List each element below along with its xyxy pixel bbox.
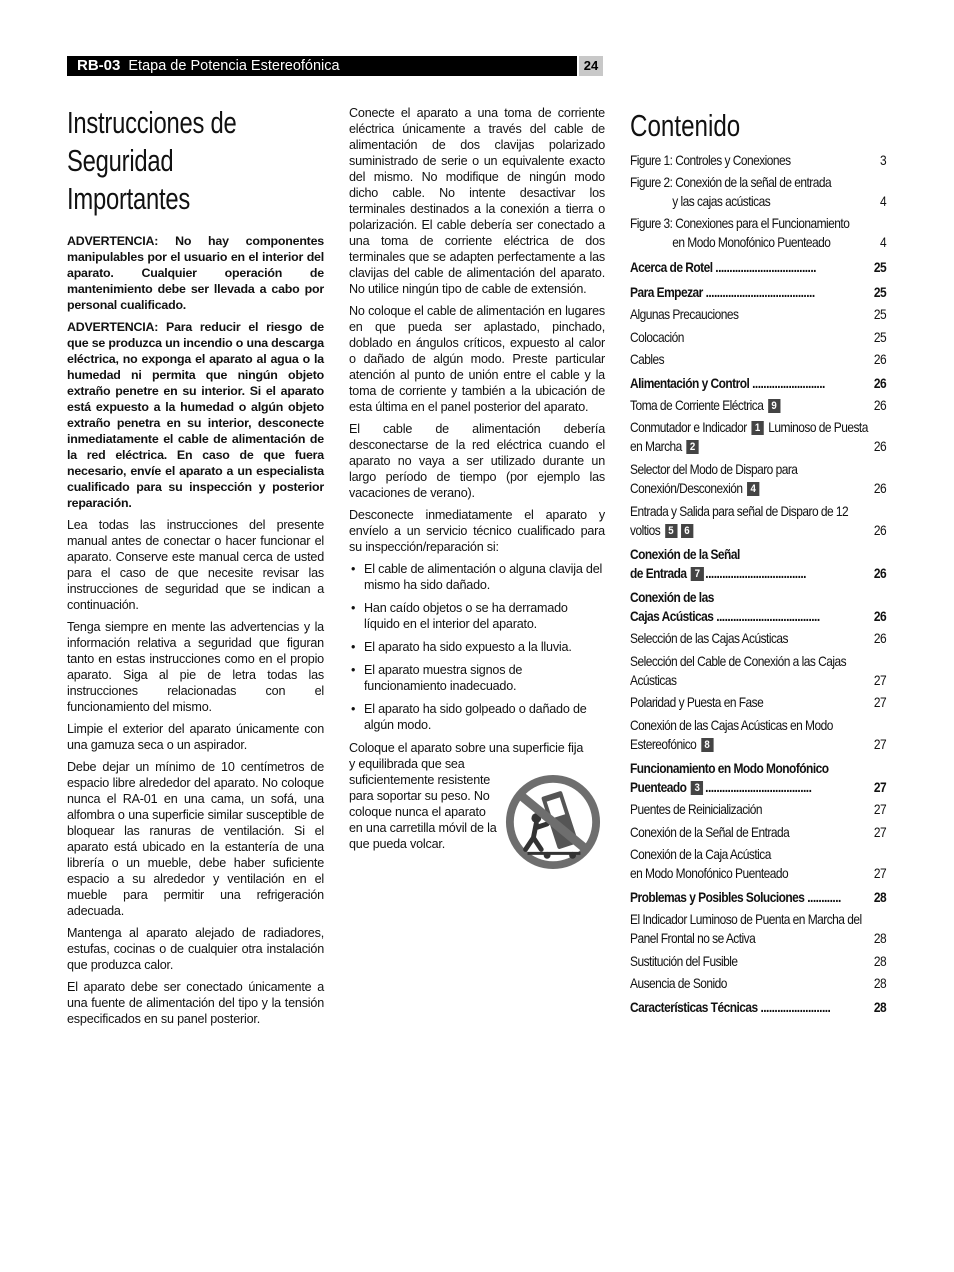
figure-badge: 3 (691, 781, 703, 795)
toc-entry[interactable]: Conexión de la Señal de Entrada 27 (630, 825, 887, 840)
paragraph: Coloque el aparato sobre una superficie fija (349, 741, 584, 755)
toc-entry[interactable]: Problemas y Posibles Soluciones ............ 28 (630, 890, 887, 905)
toc-entry[interactable]: Algunas Precauciones 25 (630, 307, 887, 322)
toc-entry[interactable]: Para Empezar ....................................... 25 (630, 285, 887, 300)
toc-entry[interactable]: Conexión de la Caja Acústica en Modo Monofónico Puenteado 27 (630, 847, 887, 881)
toc-entry[interactable]: Conexión de las Cajas Acústicas en Modo Estereofónico 8 27 (630, 718, 887, 752)
inspection-list (349, 561, 605, 733)
cart-tipover-warning-icon (504, 773, 602, 871)
paragraph: El aparato debe ser conectado únicamente a una fuente de alimentación del tipo y la tensión especificados en su panel posterior. (67, 980, 324, 1026)
paragraph: Lea todas las instrucciones del presente manual antes de conectar o hacer funcionar el aparato. Conserve este manual cerca de usted para el caso de que necesite revisar las instrucciones de seguridad que se indican a continuación. (67, 518, 324, 612)
figure-badge: 2 (686, 440, 698, 454)
toc-entry[interactable]: Alimentación y Control .......................... 26 (630, 376, 887, 391)
paragraph: No coloque el cable de alimentación en lugares en que pueda ser aplastado, pinchado, doblado en ángulos críticos, expuesto al calor o dañado de algún modo. Preste particular atención al punto de unión entre el cable y la toma de corriente y también a la ubicación de esta última en el panel posterior del aparato. (349, 304, 605, 414)
toc-entry[interactable]: Ausencia de Sonido 28 (630, 976, 887, 991)
toc-entry[interactable]: Funcionamiento en Modo Monofónico Puenteado 3 ...................................... 27 (630, 761, 887, 795)
toc-entry[interactable]: Colocación 25 (630, 330, 887, 345)
toc-entry[interactable]: Sustitución del Fusible 28 (630, 954, 887, 969)
safety-title: Instrucciones de Seguridad Importantes (67, 106, 237, 216)
figure-badge: 8 (701, 738, 713, 752)
warning-1: ADVERTENCIA: No hay componentes manipulables por el usuario en el interior del aparato. Cualquier operación de mantenimiento debe ser llevada a cabo por personal cualificado. (67, 234, 324, 312)
paragraph: Tenga siempre en mente las advertencias y la información relativa a seguridad que figuran tanto en estas instrucciones como en el propio aparato. Siga al pie de letra todas las instrucciones relacionadas con el funcionamiento del mismo. (67, 620, 324, 714)
header-bar (67, 56, 577, 76)
toc-entry[interactable]: El Indicador Luminoso de Puenta en Marcha del Panel Frontal no se Activa 28 (630, 912, 887, 946)
paragraph: El cable de alimentación debería desconectarse de la red eléctrica cuando el aparato no vaya a ser utilizado durante un largo período de tiempo (por ejemplo las vacaciones de verano). (349, 422, 605, 500)
header-subtitle: Etapa de Potencia Estereofónica (128, 58, 340, 74)
toc-entry[interactable]: Entrada y Salida para señal de Disparo de 12 voltios 5 6 26 (630, 504, 887, 538)
list-item: • Han caído objetos o se ha derramado líquido en el interior del aparato. (351, 601, 568, 631)
toc-entry[interactable]: Conexión de las Cajas Acústicas ..................................... 26 (630, 590, 887, 624)
toc-entry[interactable]: Cables 26 (630, 352, 887, 367)
paragraph: Conecte el aparato a una toma de corriente eléctrica únicamente a través del cable de alimentación de dos clavijas polarizado suministrado de serie o un equivalente exacto del mismo. No modifique de ningún modo dicho cable. No intente desactivar los terminales destinados a la conexión a tierra o polarización. El cable debería ser conectado a una toma de corriente eléctrica de dos terminales que se adapten perfectamente a las clavijas del cable de alimentación del aparato. No utilice ningún tipo de cable de extensión. (349, 106, 605, 296)
figure-badge: 7 (691, 567, 703, 581)
toc-entry[interactable]: Figure 1: Controles y Conexiones 3 (630, 153, 887, 168)
toc-entry[interactable]: Figure 2: Conexión de la señal de entrada y las cajas acústicas 4 (630, 175, 887, 209)
list-item: • El aparato muestra signos de funcionamiento inadecuado. (351, 663, 523, 693)
safety-column (67, 104, 324, 1033)
list-item: • El aparato ha sido expuesto a la lluvia. (351, 640, 572, 654)
cart-warning-text: y equilibrada que sea suficientemente resistente para soportar su peso. No coloque nunca el aparato en una carretilla móvil de la que pueda volcar. (349, 757, 497, 851)
figure-badge: 9 (768, 399, 780, 413)
figure-badge: 5 (665, 524, 677, 538)
warning-2: ADVERTENCIA: Para reducir el riesgo de que se produzca un incendio o una descarga eléctrica, no exponga el aparato al agua o la humedad ni permita que ningún objeto extraño penetre en su interior. Si el aparato está expuesto a la humedad o algún objeto extraño penetra en su interior, desconecte inmediatamente el cable de alimentación de la red eléctrica. En caso de que fuera necesario, envíe el aparato a un especialista cualificado para su inspección y posterior reparación. (67, 320, 324, 510)
paragraph: Mantenga al aparato alejado de radiadores, estufas, cocinas o de cualquier otra instalación que produzca calor. (67, 926, 324, 972)
toc-entry[interactable]: Polaridad y Puesta en Fase 27 (630, 695, 887, 710)
toc-entry[interactable]: Conexión de la Señal de Entrada 7 .................................... 26 (630, 547, 887, 581)
table-of-contents (630, 108, 886, 1017)
model-name: RB-03 (77, 57, 121, 74)
figure-badge: 1 (751, 421, 763, 435)
toc-entry[interactable]: Selección del Cable de Conexión a las Cajas Acústicas 27 (630, 654, 887, 688)
figure-badge: 6 (681, 524, 693, 538)
paragraph: Desconecte inmediatamente el aparato y envíelo a un servicio técnico cualificado para su inspección/reparación si: (349, 508, 605, 554)
toc-title: Contenido (630, 108, 741, 143)
toc-entry[interactable]: Características Técnicas ......................... 28 (630, 1000, 887, 1015)
page-number: 24 (579, 56, 603, 76)
toc-entry[interactable]: Acerca de Rotel .................................... 25 (630, 260, 887, 275)
paragraph: Limpie el exterior del aparato únicamente con una gamuza seca o un aspirador. (67, 722, 324, 752)
figure-badge: 4 (747, 482, 759, 496)
safety-column-2 (349, 105, 605, 856)
toc-entry[interactable]: Conmutador e Indicador 1 Luminoso de Puesta en Marcha 2 26 (630, 420, 887, 454)
toc-entry[interactable]: Figure 3: Conexiones para el Funcionamiento en Modo Monofónico Puenteado 4 (630, 216, 887, 250)
paragraph: Debe dejar un mínimo de 10 centímetros de espacio libre alrededor del aparato. No coloque nunca el RA-01 en una cama, un sofá, una alfombra o una superficie similar susceptible de bloquear las ranuras de ventilación. Si el aparato está ubicado en la estantería de una librería o un mueble, debe haber suficiente espacio a su alrededor y ventilación en el mueble para permitir una refrigeración adecuada. (67, 760, 324, 918)
toc-entry[interactable]: Selección de las Cajas Acústicas 26 (630, 631, 887, 646)
toc-entry[interactable]: Selector del Modo de Disparo para Conexión/Desconexión 4 26 (630, 462, 887, 496)
toc-entry[interactable]: Puentes de Reinicialización 27 (630, 802, 887, 817)
list-item: • El cable de alimentación o alguna clavija del mismo ha sido dañado. (351, 562, 603, 592)
list-item: • El aparato ha sido golpeado o dañado de algún modo. (351, 702, 587, 732)
cart-warning (349, 756, 605, 856)
toc-entry[interactable]: Toma de Corriente Eléctrica 9 26 (630, 398, 887, 413)
